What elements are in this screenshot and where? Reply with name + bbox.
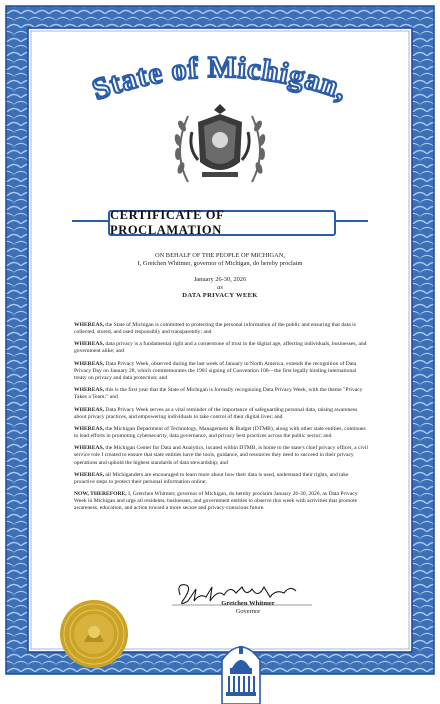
paragraph-text: the Michigan Department of Technology, Management & Budget (DTMB), along with other state entities, continues to lead efforts in promoting cybersecurity, data governance, and privacy best practices across the public sector; and — [74, 425, 366, 440]
paragraph-text: Data Privacy Week serves as a vital reminder of the importance of safeguarding personal data, raising awareness about privacy practices, and empowering individuals to take control of their digital lives; and — [74, 406, 358, 420]
paragraph-lead: WHEREAS, — [74, 445, 104, 452]
certificate-title: CERTIFICATE OF PROCLAMATION — [110, 208, 224, 237]
paragraph-lead: WHEREAS, — [74, 360, 104, 367]
governor-title: Governor — [235, 608, 261, 615]
paragraph — [74, 472, 368, 486]
paragraph — [74, 341, 368, 355]
paragraph — [74, 426, 368, 440]
proclamation-body — [74, 322, 368, 518]
paragraph-text: this is the first year that the State of Michigan is formally recognizing Data Privacy Week, with the theme "Privacy Takes a Team;" and — [74, 387, 363, 401]
paragraph — [74, 407, 368, 421]
paragraph-text: the Michigan Center for Data and Analytics, located within DTMB, is home to the state's chief privacy officer, a civil service role I created to ensure that state entities have the tools, guidance, and resources they need to succeed in their privacy operations and uphold the highest standards of data stewardship; and — [74, 445, 368, 466]
gold-seal-icon — [58, 598, 130, 670]
paragraph-text: data privacy is a fundamental right and a cornerstone of trust in the digital age, affecting individuals, businesses, and government alike; and — [74, 341, 367, 355]
banner-rule-right — [332, 220, 368, 222]
paragraph-text: I, Gretchen Whitmer, governor of Michigan, do hereby proclaim January 26-30, 2026, as Data Privacy Week in Michigan and urge all residents, businesses, and government entities to observe this week with activities that promote awareness, education, and action toward a more secure and privacy-conscious future. — [74, 491, 358, 512]
capitol-emblem-icon — [220, 638, 262, 704]
preamble-line-2: I, Gretchen Whitmer, governor of Michigan, do hereby proclaim — [137, 260, 303, 268]
banner-rule-left — [72, 220, 108, 222]
paragraph — [74, 491, 368, 512]
preamble — [38, 252, 402, 268]
paragraph-lead: WHEREAS, — [74, 341, 104, 348]
preamble-line-1: ON BEHALF OF THE PEOPLE OF MICHIGAN, — [154, 252, 285, 259]
michigan-seal-icon — [168, 102, 272, 192]
paragraph — [74, 361, 368, 382]
proclamation-date: January 26-30, 2026 — [193, 276, 247, 283]
paragraph-text: all Michiganders are encouraged to learn more about how their data is used, understand their rights, and take proactive steps to protect their personal information online; — [74, 471, 349, 485]
proclamation-as: as — [217, 284, 223, 292]
paragraph — [74, 387, 368, 401]
paragraph — [74, 322, 368, 336]
proclamation-name: DATA PRIVACY WEEK — [182, 292, 258, 300]
certificate-banner — [108, 210, 336, 236]
signature-script: Gretchen Whitmer — [306, 613, 314, 614]
certificate-document — [38, 40, 402, 640]
paragraph-lead: WHEREAS, — [74, 387, 104, 394]
paragraph-text: Data Privacy Week, observed during the last week of January in North America, extends the recognition of Data Privacy Day on January 28, which commemorates the 1981 signing of Convention 108—the first legally binding international treaty on privacy and data protection; and — [74, 360, 357, 381]
paragraph-lead: WHEREAS, — [74, 406, 104, 413]
paragraph-lead: NOW, THEREFORE, — [74, 491, 127, 498]
governor-name: Gretchen Whitmer — [221, 600, 275, 607]
paragraph-lead: WHEREAS, — [74, 425, 104, 432]
svg-text:State of Michigan, — [88, 51, 352, 107]
paragraph-text: the State of Michigan is committed to protecting the personal information of the public and ensuring that data is collected, stored, and used responsibly and transparently; and — [74, 322, 356, 336]
paragraph — [74, 445, 368, 466]
proclamation-block — [38, 276, 402, 301]
paragraph-lead: WHEREAS, — [74, 322, 104, 328]
state-title-text: State of Michigan, — [88, 50, 353, 107]
paragraph-lead: WHEREAS, — [74, 471, 104, 478]
